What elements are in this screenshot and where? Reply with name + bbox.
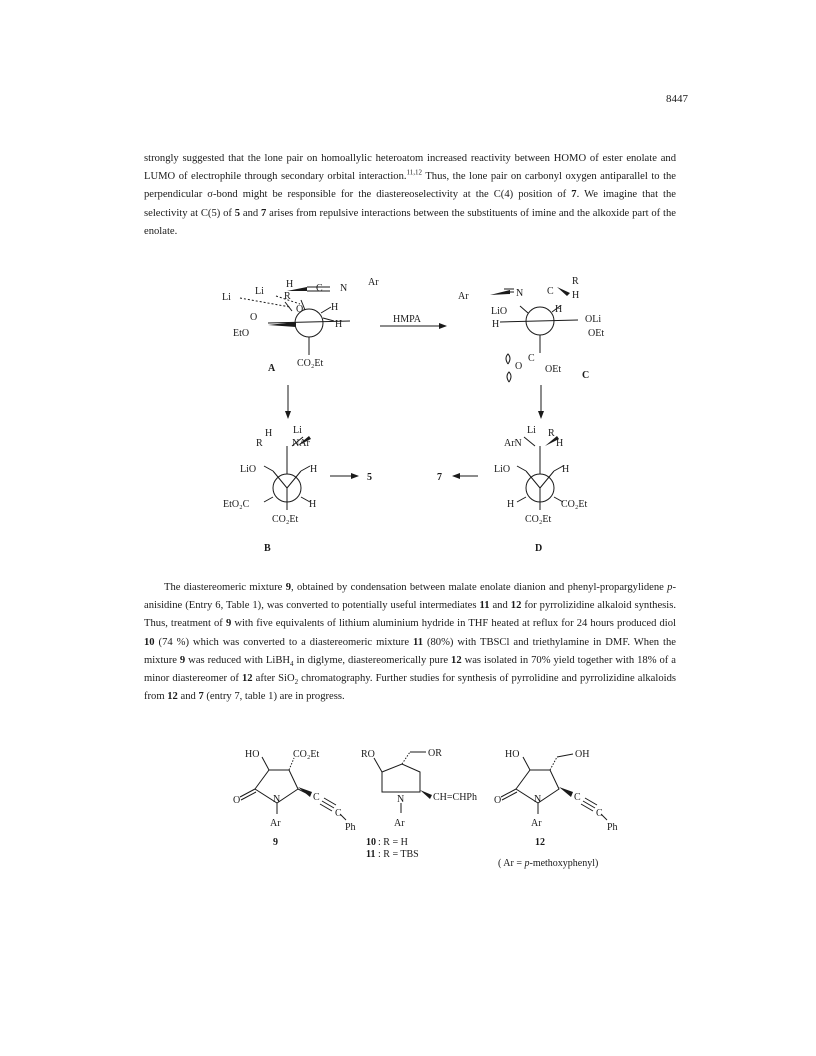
compound-label-12: 12 [535,837,545,848]
text-span: after SiO [252,673,295,685]
label-A: A [268,363,276,374]
text-span: . We imagine that the selectivity at C(5) of [144,189,677,219]
label-H: H [309,499,317,510]
compound-ref: 12 [242,673,253,685]
text-span: (entry 7, table 1) are in progress. [203,691,345,703]
label-Ar: Ar [368,277,379,288]
label-Li: Li [222,292,231,303]
label-HMPA: HMPA [393,314,421,325]
label-product-7: 7 [437,472,442,483]
text-span: and [177,691,199,703]
compound-label-10: 10 [366,837,376,848]
text-span: and [489,600,511,612]
label-Li: Li [293,425,302,436]
compound-desc-11: : R = TBS [378,849,419,860]
text-span: was isolated in 70% yield together with 18% of a minor diastereomer of [144,654,676,685]
compound-ref: 9 [179,654,186,666]
label-CO2Et: CO₂Et [297,358,324,369]
compound-ref: 9 [285,582,291,593]
label-H: H [572,290,580,301]
compound-ref: 12 [451,654,462,666]
label-C: C [596,808,603,819]
label-C-state: C [582,370,590,381]
compound-ref: 7 [198,691,204,703]
label-N: N [397,794,405,805]
label-OR: OR [428,748,442,759]
label-H: H [286,279,294,290]
compound-label-11: 11 [366,849,376,860]
subscript: 4 [290,659,294,668]
compound-ref: 7 [261,207,267,219]
label-H: H [556,438,564,449]
label-N: N [534,794,542,805]
label-CO2Et: CO₂Et [272,514,299,525]
compound-ref: 12 [167,691,178,703]
text-span: , obtained by condensation between malate enolate dianion and phenyl-propargylidene [291,582,668,593]
text-span: for pyrrolizidine alkaloid synthesis. Thus, treatment of [144,600,676,630]
label-HO: HO [245,749,260,760]
page-number: 8447 [666,93,688,105]
label-Ph: Ph [607,822,618,833]
label-OEt: OEt [588,328,605,339]
label-C: C [547,286,554,297]
label-HO: HO [505,749,520,760]
compound-ref: 11 [479,600,490,612]
label-O: O [494,795,502,806]
label-C: C [316,283,323,294]
compound-ref: 10 [144,636,155,648]
label-OH: OH [575,749,590,760]
label-Ar: Ar [394,818,405,829]
label-N: N [340,283,348,294]
label-LiO: LiO [494,464,511,475]
text-span: (80%) with TBSCl and triethylamine in DMF. When the mixture [144,636,676,666]
label-Li: Li [527,425,536,436]
label-C: C [574,792,581,803]
label-N: N [273,794,281,805]
label-H: H [265,428,273,439]
label-D: D [535,543,543,554]
compound-desc-10: : R = H [378,837,408,848]
label-N: N [516,288,524,299]
text-span: chromatography. Further studies for synthesis of pyrrolidine and pyrrolizidine alkaloids from [144,673,676,703]
label-R: R [256,438,263,449]
label-O: O [233,795,241,806]
label-NAr: NAr [292,438,310,449]
label-H: H [507,499,515,510]
label-LiO: LiO [491,306,508,317]
italic-span: p [667,582,673,593]
label-R: R [572,276,579,287]
compound-ref: 11 [413,636,424,648]
label-EtO2C: EtO₂C [223,499,250,510]
label-Ph: Ph [345,822,356,833]
subscript: 2 [294,678,299,687]
label-product-5: 5 [367,472,372,483]
label-Ar: Ar [531,818,542,829]
label-H: H [492,319,500,330]
label-H: H [310,464,318,475]
label-RO: RO [361,749,375,760]
text-span: Thus, the lone pair on carbonyl oxygen antiparallel to the perpendicular σ-bond might be responsible for the diastereoselectivity at the C(4) position of [144,171,677,201]
label-CO2Et: CO₂Et [525,514,552,525]
label-R: R [284,291,291,302]
text-span: with five equivalents of lithium aluminium hydride in THF heated at reflux for 24 hours produced diol [231,618,676,630]
text-span: The diastereomeric mixture [164,582,286,593]
label-O: O [250,312,258,323]
label-Li: Li [255,286,264,297]
compound-ref: 9 [225,618,232,630]
text-span: (74 %) which was converted to a diastereomeric mixture [154,636,413,648]
label-O: O [515,361,523,372]
text-span: strongly suggested that the lone pair on homoallylic heteroatom increased reactivity between HOMO of ester enolate and LUMO of electrophile through secondary orbital interaction. [144,153,676,183]
compound-ref: 12 [510,600,522,612]
reference-superscript: 11,12 [406,168,423,177]
label-H: H [562,464,570,475]
text-span: -anisidine (Entry 6, Table 1), was converted to potentially useful intermediates [144,582,676,612]
label-ArN: ArN [504,438,522,449]
label-O: O [296,304,304,315]
label-H: H [555,304,563,315]
label-CHCHPh: CH=CHPh [433,792,477,803]
compound-ref: 5 [234,207,241,219]
ar-definition-note: ( Ar = p-methoxyphenyl) [498,858,599,869]
text-span: and [240,207,262,219]
label-OEt: OEt [545,364,562,375]
label-CO2Et: CO₂Et [561,499,588,510]
label-LiO: LiO [240,464,257,475]
label-Ar: Ar [270,818,281,829]
label-H: H [331,302,339,313]
text-span: arises from repulsive interactions between the substituents of imine and the alkoxide part of the enolate. [144,207,676,237]
label-R: R [548,428,555,439]
label-B: B [264,543,271,554]
label-Ar: Ar [458,291,469,302]
text-span: was reduced with LiBH [185,654,291,666]
compound-label-9: 9 [273,837,278,848]
label-H: H [335,319,343,330]
label-C: C [528,353,535,364]
label-EtO: EtO [233,328,250,339]
label-CO2Et: CO₂Et [293,749,320,760]
label-C: C [313,792,320,803]
compound-ref: 7 [571,189,577,201]
label-OLi: OLi [585,314,602,325]
label-C: C [335,808,342,819]
text-span: in diglyme, diastereomerically pure [293,654,452,666]
